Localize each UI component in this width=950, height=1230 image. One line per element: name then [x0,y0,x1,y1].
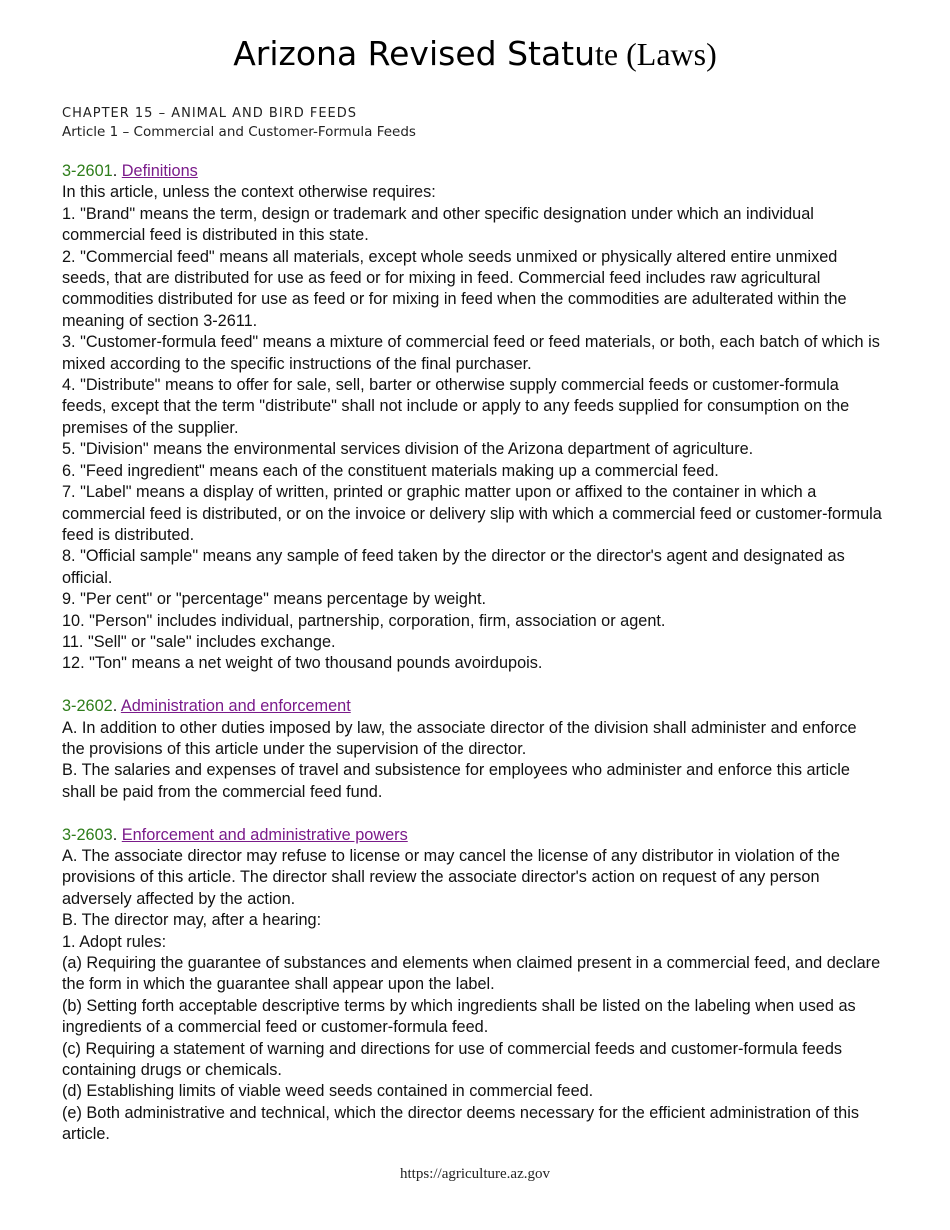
statute-section [62,825,882,1146]
section-paragraph: 9. "Per cent" or "percentage" means percentage by weight. [62,590,487,609]
statute-body [62,161,882,1167]
statute-section [62,696,882,803]
section-paragraph: (a) Requiring the guarantee of substances and elements when claimed present in a commercial feed, and declare the form in which the guarantee shall appear upon the label. [62,954,881,994]
section-heading [62,161,882,182]
chapter-heading: CHAPTER 15 – ANIMAL AND BIRD FEEDS [62,106,358,121]
section-title-link[interactable]: Enforcement and administrative powers [121,825,408,844]
section-paragraph: A. In addition to other duties imposed by law, the associate director of the division shall administer and enforce the provisions of this article under the supervision of the director. [62,718,857,758]
section-paragraph: (b) Setting forth acceptable descriptive terms by which ingredients shall be listed on the labeling when used as ingredients of a commercial feed or customer-formula feed. [62,996,856,1037]
section-paragraph: 6. "Feed ingredient" means each of the constituent materials making up a commercial feed. [62,461,719,480]
section-number: 3-2603 [62,825,113,844]
section-paragraph: A. The associate director may refuse to license or may cancel the license of any distributor in violation of the provisions of this article. The director shall review the associate director's action on request of any person adversely affected by the action. [62,846,840,908]
section-separator: . [112,162,122,180]
page-title [0,34,950,73]
section-paragraph: 12. "Ton" means a net weight of two thousand pounds avoirdupois. [62,654,543,673]
section-paragraph: (d) Establishing limits of viable weed seeds contained in commercial feed. [62,1082,594,1101]
section-title-link[interactable]: Administration and enforcement [120,697,351,716]
section-paragraph: 3. "Customer-formula feed" means a mixture of commercial feed or feed materials, or both, each batch of which is mixed according to the specific instructions of the final purchaser. [62,333,880,373]
section-paragraph: In this article, unless the context otherwise requires: [62,183,436,202]
section-paragraph: (c) Requiring a statement of warning and directions for use of commercial feeds and customer-formula feeds containing drugs or chemicals. [62,1039,843,1080]
section-paragraph: 11. "Sell" or "sale" includes exchange. [62,632,336,651]
section-separator: . [112,697,121,716]
section-title-link[interactable]: Definitions [121,162,198,180]
section-heading [62,825,882,846]
section-heading [62,696,882,717]
section-paragraph: 1. Adopt rules: [62,932,167,951]
section-number: 3-2601 [62,162,113,180]
article-heading: Article 1 – Commercial and Customer-Formula Feeds [62,124,416,140]
footer-url: https://agriculture.az.gov [400,1166,550,1182]
section-paragraph: (e) Both administrative and technical, which the director deems necessary for the efficient administration of this article. [62,1103,859,1144]
section-paragraph: 1. "Brand" means the term, design or trademark and other specific designation under which an individual commercial feed is distributed in this state. [62,204,814,245]
section-number: 3-2602 [62,697,113,716]
section-paragraph: 8. "Official sample" means any sample of feed taken by the director or the director's agent and designated as official. [62,547,845,587]
section-paragraph: 7. "Label" means a display of written, printed or graphic matter upon or affixed to the container in which a commercial feed is distributed, or on the invoice or delivery slip with which a commercial feed or customer-formula feed is distributed. [62,483,882,544]
title-main: Arizona Revised Statu [233,34,596,73]
section-paragraph: 10. "Person" includes individual, partnership, corporation, firm, association or agent. [62,611,666,630]
section-paragraph: 5. "Division" means the environmental services division of the Arizona department of agriculture. [62,440,754,459]
section-paragraph: B. The salaries and expenses of travel and subsistence for employees who administer and enforce this article shall be paid from the commercial feed fund. [62,761,850,801]
section-separator: . [112,825,122,844]
section-paragraph: 2. "Commercial feed" means all materials, except whole seeds unmixed or physically altered entire unmixed seeds, that are distributed for use as feed or for mixing in feed. Commercial feed includes raw agricultural commodities distributed for use as feed or for mixing in feed when the commodities are adulterated within the meaning of section 3-2611. [62,247,847,330]
title-tail: te (Laws) [595,36,717,72]
section-paragraph: 4. "Distribute" means to offer for sale, sell, barter or otherwise supply commercial feeds or customer-formula feeds, except that the term "distribute" shall not include or apply to any feeds supplied for consumption on the premises of the supplier. [62,376,850,437]
section-paragraph: B. The director may, after a hearing: [62,911,322,930]
statute-section [62,161,882,675]
